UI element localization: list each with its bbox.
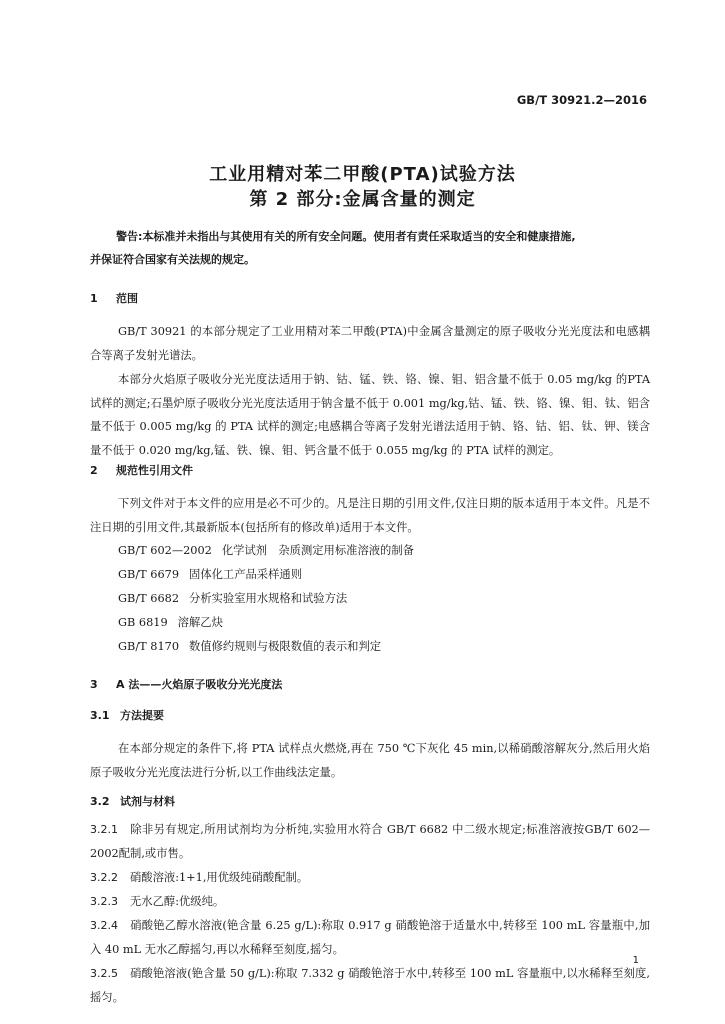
reference-item (118, 638, 381, 654)
reference-item (118, 542, 414, 558)
safety-warning (90, 225, 650, 271)
item-text: 除非另有规定,所用试剂均为分析纯,实验用水符合 GB/T 6682 中二级水规定;标准溶液按GB/T 602—2002配制,或市售。 (90, 823, 650, 860)
section-title: 试剂与材料 (120, 795, 175, 808)
section-title: A 法——火焰原子吸收分光光度法 (116, 678, 283, 691)
reference-item (118, 614, 223, 630)
document-title: 工业用精对苯二甲酸(PTA)试验方法 (209, 164, 516, 185)
reference-code: GB 6819 (118, 616, 168, 629)
reference-title: 化学试剂 杂质测定用标准溶液的制备 (221, 544, 414, 557)
reference-code: GB/T 8170 (118, 640, 180, 653)
reference-code: GB/T 6679 (118, 568, 180, 581)
section-title: 范围 (116, 292, 138, 305)
section-title: 规范性引用文件 (116, 464, 193, 477)
reagent-item (90, 914, 650, 961)
reagent-item (90, 962, 650, 1009)
reagent-item (90, 866, 650, 890)
warning-line-1: 警告:本标准并未指出与其使用有关的所有安全问题。使用者有责任采取适当的安全和健康措施, (116, 230, 576, 243)
document-subtitle: 第 2 部分:金属含量的测定 (249, 189, 476, 210)
item-text: 无水乙醇:优级纯。 (130, 895, 225, 908)
section-2-heading (90, 462, 193, 478)
page-number: 1 (632, 955, 639, 966)
section-3-heading (90, 676, 282, 692)
item-number: 3.2.2 (90, 871, 118, 884)
section-3-2-heading (90, 793, 175, 809)
section-number: 2 (90, 464, 98, 477)
section-number: 1 (90, 292, 98, 305)
standard-code: GB/T 30921.2—2016 (516, 93, 647, 107)
item-number: 3.2.3 (90, 895, 118, 908)
method-summary-paragraph: 在本部分规定的条件下,将 PTA 试样点火燃烧,再在 750 ℃下灰化 45 min,以稀硝酸溶解灰分,然后用火焰原子吸收分光光度法进行分析,以工作曲线法定量。 (90, 742, 650, 779)
reference-title: 分析实验室用水规格和试验方法 (189, 592, 348, 605)
reagent-item (90, 890, 650, 914)
section-number: 3 (90, 678, 98, 691)
section-number: 3.1 (90, 709, 110, 722)
reference-title: 固体化工产品采样通则 (189, 568, 302, 581)
reference-item (118, 566, 302, 582)
section-1-heading (90, 290, 138, 306)
reference-title: 数值修约规则与极限数值的表示和判定 (189, 640, 382, 653)
item-number: 3.2.1 (90, 823, 118, 836)
reference-title: 溶解乙炔 (177, 616, 223, 629)
reference-code: GB/T 602—2002 (118, 544, 212, 557)
item-text: 硝酸铯溶液(铯含量 50 g/L):称取 7.332 g 硝酸铯溶于水中,转移至 100 mL 容量瓶中,以水稀释至刻度,摇匀。 (90, 967, 650, 1004)
reference-code: GB/T 6682 (118, 592, 180, 605)
reference-item (118, 590, 347, 606)
reagent-item (90, 818, 650, 865)
item-number: 3.2.4 (90, 919, 118, 932)
warning-line-2: 并保证符合国家有关法规的规定。 (90, 253, 255, 266)
item-text: 硝酸铯乙醇水溶液(铯含量 6.25 g/L):称取 0.917 g 硝酸铯溶于适量水中,转移至 100 mL 容量瓶中,加入 40 mL 无水乙醇摇匀,再以水稀释至刻度,摇匀。 (90, 919, 650, 956)
scope-paragraph-1: GB/T 30921 的本部分规定了工业用精对苯二甲酸(PTA)中金属含量测定的原子吸收分光光度法和电感耦合等离子发射光谱法。 (90, 325, 650, 362)
item-number: 3.2.5 (90, 967, 118, 980)
section-number: 3.2 (90, 795, 110, 808)
references-intro: 下列文件对于本文件的应用是必不可少的。凡是注日期的引用文件,仅注日期的版本适用于本文件。凡是不注日期的引用文件,其最新版本(包括所有的修改单)适用于本文件。 (90, 497, 650, 534)
section-3-1-heading (90, 707, 164, 723)
item-text: 硝酸溶液:1+1,用优级纯硝酸配制。 (130, 871, 309, 884)
section-title: 方法提要 (120, 709, 164, 722)
scope-paragraph-2: 本部分火焰原子吸收分光光度法适用于钠、钴、锰、铁、铬、镍、钼、铝含量不低于 0.05 mg/kg 的PTA 试样的测定;石墨炉原子吸收分光光度法适用于钠含量不低于 0.001 mg/kg,钴、锰、铁、铬、镍、钼、钛、铝含量不低于 0.005 mg/kg 的 PTA 试样的测定;电感耦合等离子发射光谱法适用于钠、铬、钴、铝、钛、钾、镁含量不低于 0.020 mg/kg,锰、铁、镍、钼、钙含量不低于 0.055 mg/kg 的 PTA 试样的测定。 (90, 373, 650, 457)
